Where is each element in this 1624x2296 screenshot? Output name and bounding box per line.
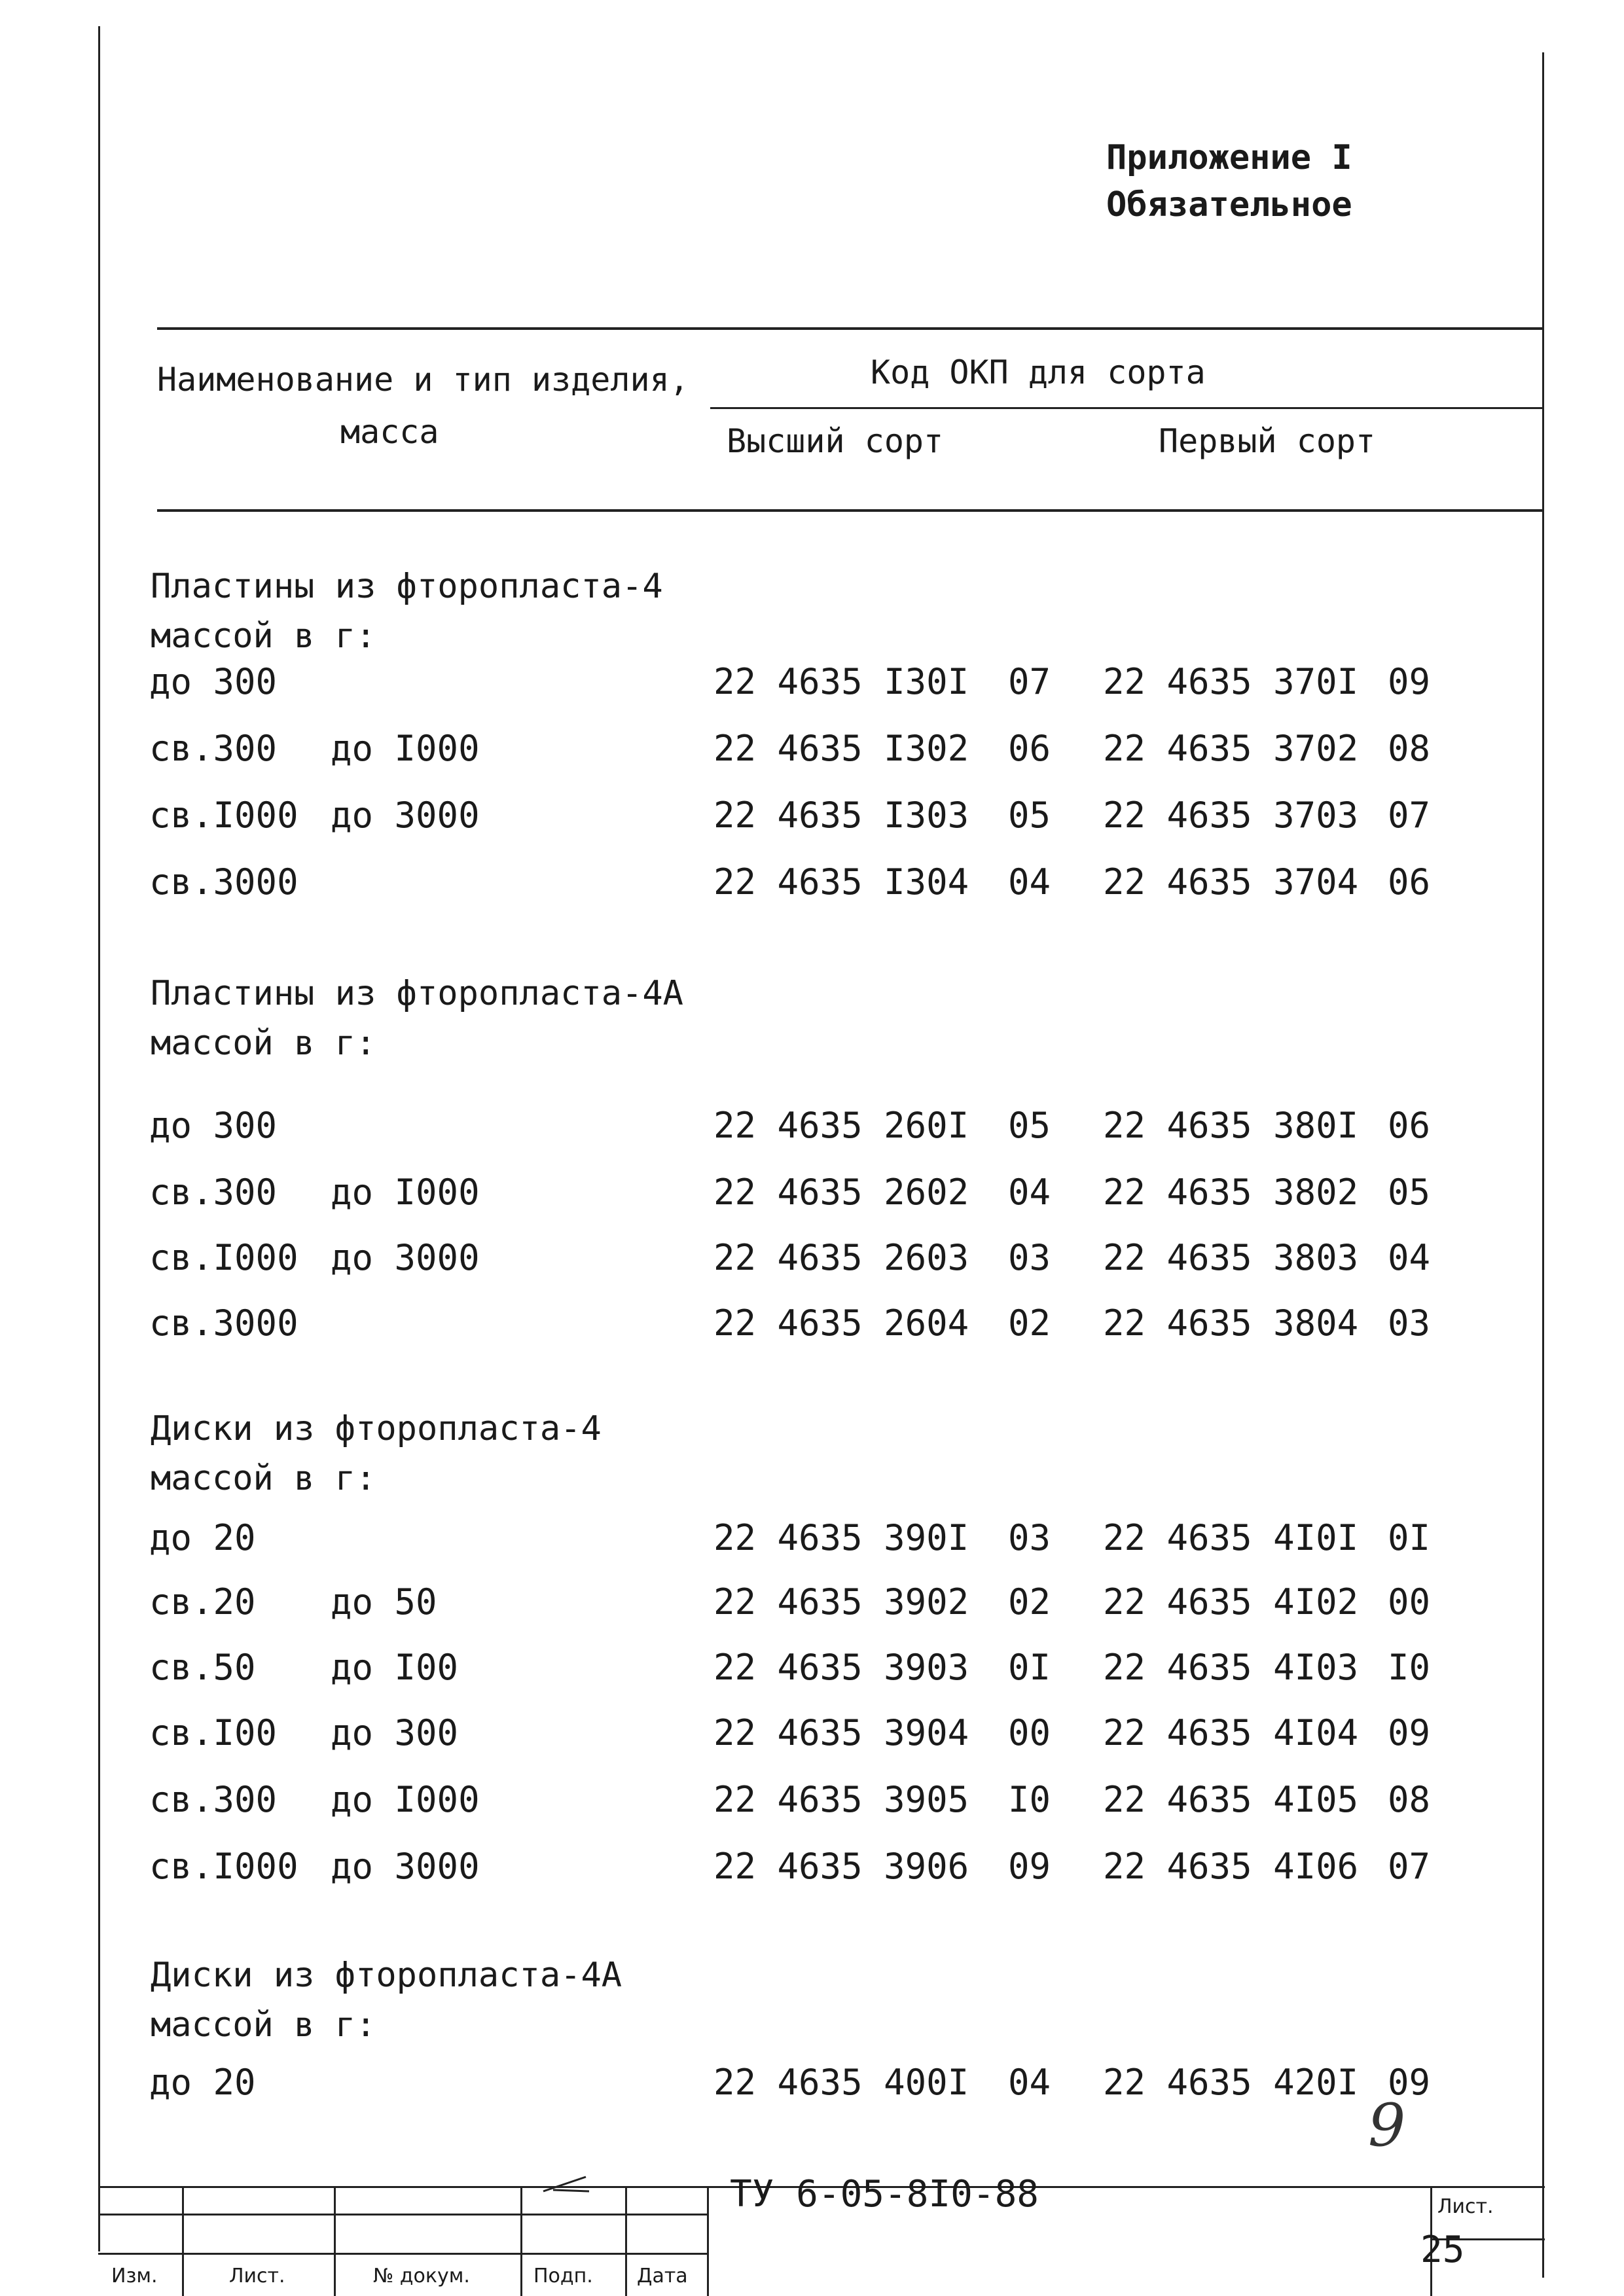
row-okp-first-grade: 22 4635 4I0I — [1103, 1517, 1359, 1558]
stamp-col-change: Изм. — [111, 2265, 158, 2287]
column-header-top-grade: Высший сорт — [727, 422, 944, 460]
row-okp-first-grade: 22 4635 3702 — [1103, 728, 1359, 769]
row-okp-top-grade: 22 4635 I304 — [713, 861, 969, 903]
document-code: ТУ 6-05-8I0-88 — [730, 2173, 1039, 2215]
row-mass-from: до 20 — [149, 2062, 256, 2103]
row-okp-top-grade: 22 4635 2604 — [713, 1302, 969, 1344]
handwritten-mark: 9 — [1368, 2091, 1406, 2160]
stamp-col-sheet: Лист. — [229, 2265, 285, 2287]
row-okp-top-grade: 22 4635 3902 — [713, 1581, 969, 1623]
row-okp-top-grade: 22 4635 3903 — [713, 1647, 969, 1688]
section-title — [151, 1404, 602, 1503]
row-mass-from: св.I000 — [149, 1846, 298, 1887]
row-okp-first-grade: 22 4635 4I02 — [1103, 1581, 1359, 1623]
appendix-heading — [1106, 134, 1352, 228]
sheet-number: 25 — [1420, 2229, 1465, 2271]
row-okp-top-grade: 22 4635 I303 — [713, 795, 969, 836]
row-mass-from: св.I000 — [149, 1237, 298, 1278]
title-block-divider — [625, 2186, 627, 2296]
row-check-top-grade: 03 — [1008, 1517, 1051, 1558]
stamp-col-doc-number: № докум. — [373, 2265, 470, 2287]
row-okp-first-grade: 22 4635 3704 — [1103, 861, 1359, 903]
row-mass-from: св.3000 — [149, 1302, 298, 1344]
row-mass-from: св.20 — [149, 1581, 256, 1623]
row-okp-top-grade: 22 4635 400I — [713, 2062, 969, 2103]
title-block-divider — [707, 2186, 709, 2296]
row-check-top-grade: 09 — [1008, 1846, 1051, 1887]
row-check-first-grade: 09 — [1388, 661, 1431, 702]
column-header-okp: Код ОКП для сорта — [871, 353, 1206, 391]
row-mass-to: до 3000 — [331, 795, 480, 836]
column-header-name-line2: масса — [340, 413, 439, 451]
row-mass-to: до I000 — [331, 1779, 480, 1820]
row-okp-top-grade: 22 4635 3905 — [713, 1779, 969, 1820]
row-check-top-grade: 04 — [1008, 1172, 1051, 1213]
row-mass-from: св.3000 — [149, 861, 298, 903]
row-okp-first-grade: 22 4635 380I — [1103, 1105, 1359, 1146]
row-check-first-grade: 00 — [1388, 1581, 1431, 1623]
row-check-top-grade: 02 — [1008, 1302, 1051, 1344]
row-okp-top-grade: 22 4635 2603 — [713, 1237, 969, 1278]
row-check-first-grade: 08 — [1388, 1779, 1431, 1820]
row-check-first-grade: I0 — [1388, 1647, 1431, 1688]
row-okp-first-grade: 22 4635 3803 — [1103, 1237, 1359, 1278]
row-mass-from: св.I00 — [149, 1712, 278, 1753]
row-check-top-grade: 02 — [1008, 1581, 1051, 1623]
row-check-top-grade: 04 — [1008, 2062, 1051, 2103]
row-okp-first-grade: 22 4635 420I — [1103, 2062, 1359, 2103]
title-block-rule-mid — [98, 2214, 707, 2215]
row-okp-top-grade: 22 4635 I302 — [713, 728, 969, 769]
row-check-top-grade: 03 — [1008, 1237, 1051, 1278]
row-mass-from: св.50 — [149, 1647, 256, 1688]
row-check-first-grade: 09 — [1388, 2062, 1431, 2103]
section-title-line2: массой в г: — [151, 2005, 376, 2045]
stamp-col-date: Дата — [637, 2265, 688, 2287]
table-top-rule — [157, 327, 1542, 330]
row-mass-to: до 300 — [331, 1712, 459, 1753]
row-check-top-grade: 04 — [1008, 861, 1051, 903]
row-okp-top-grade: 22 4635 3906 — [713, 1846, 969, 1887]
row-okp-top-grade: 22 4635 2602 — [713, 1172, 969, 1213]
row-check-top-grade: 06 — [1008, 728, 1051, 769]
row-check-first-grade: 03 — [1388, 1302, 1431, 1344]
row-mass-to: до I00 — [331, 1647, 459, 1688]
header-bottom-rule — [157, 509, 1542, 512]
row-mass-from: св.300 — [149, 1172, 278, 1213]
row-okp-first-grade: 22 4635 370I — [1103, 661, 1359, 702]
row-check-first-grade: 0I — [1388, 1517, 1431, 1558]
row-check-first-grade: 04 — [1388, 1237, 1431, 1278]
section-title-line2: массой в г: — [151, 617, 376, 656]
row-okp-top-grade: 22 4635 3904 — [713, 1712, 969, 1753]
right-frame-line — [1542, 52, 1544, 2278]
row-check-first-grade: 07 — [1388, 1846, 1431, 1887]
appendix-status: Обязательное — [1106, 185, 1352, 224]
row-mass-from: до 20 — [149, 1517, 256, 1558]
row-check-top-grade: 0I — [1008, 1647, 1051, 1688]
row-check-first-grade: 08 — [1388, 728, 1431, 769]
row-okp-first-grade: 22 4635 3703 — [1103, 795, 1359, 836]
row-check-first-grade: 09 — [1388, 1712, 1431, 1753]
title-block-divider — [520, 2186, 522, 2296]
section-title-line1: Пластины из фторопласта-4 — [151, 567, 663, 606]
row-check-top-grade: 05 — [1008, 795, 1051, 836]
row-okp-first-grade: 22 4635 4I05 — [1103, 1779, 1359, 1820]
row-okp-first-grade: 22 4635 3804 — [1103, 1302, 1359, 1344]
section-title — [151, 562, 663, 661]
row-okp-top-grade: 22 4635 260I — [713, 1105, 969, 1146]
section-title-line1: Диски из фторопласта-4А — [151, 1956, 623, 1995]
okp-sub-rule — [710, 407, 1542, 409]
row-mass-from: до 300 — [149, 1105, 278, 1146]
row-mass-from: св.300 — [149, 1779, 278, 1820]
section-title-line1: Пластины из фторопласта-4А — [151, 974, 683, 1013]
section-title — [151, 969, 683, 1068]
row-check-first-grade: 07 — [1388, 795, 1431, 836]
title-block-divider — [182, 2186, 184, 2296]
row-check-first-grade: 05 — [1388, 1172, 1431, 1213]
row-check-first-grade: 06 — [1388, 861, 1431, 903]
sheet-label: Лист. — [1437, 2195, 1494, 2218]
row-okp-first-grade: 22 4635 4I03 — [1103, 1647, 1359, 1688]
column-header-name-line1: Наименование и тип изделия, — [157, 361, 689, 399]
row-okp-top-grade: 22 4635 I30I — [713, 661, 969, 702]
section-title — [151, 1950, 622, 2050]
section-title-line2: массой в г: — [151, 1024, 376, 1063]
column-header-first-grade: Первый сорт — [1159, 422, 1376, 460]
row-mass-to: до 3000 — [331, 1846, 480, 1887]
column-header-name — [157, 353, 689, 458]
row-mass-to: до I000 — [331, 728, 480, 769]
section-title-line1: Диски из фторопласта-4 — [151, 1409, 602, 1448]
row-mass-from: св.300 — [149, 728, 278, 769]
row-okp-first-grade: 22 4635 4I06 — [1103, 1846, 1359, 1887]
stamp-col-signature: Подп. — [533, 2265, 593, 2287]
row-check-top-grade: I0 — [1008, 1779, 1051, 1820]
left-frame-line — [98, 26, 100, 2251]
row-okp-first-grade: 22 4635 4I04 — [1103, 1712, 1359, 1753]
row-check-top-grade: 05 — [1008, 1105, 1051, 1146]
title-block-rule-low — [98, 2253, 707, 2255]
row-mass-to: до 50 — [331, 1581, 437, 1623]
row-okp-top-grade: 22 4635 390I — [713, 1517, 969, 1558]
row-check-top-grade: 07 — [1008, 661, 1051, 702]
section-title-line2: массой в г: — [151, 1459, 376, 1498]
row-mass-to: до 3000 — [331, 1237, 480, 1278]
row-check-top-grade: 00 — [1008, 1712, 1051, 1753]
appendix-number: Приложение I — [1106, 138, 1352, 177]
row-check-first-grade: 06 — [1388, 1105, 1431, 1146]
title-block-divider — [334, 2186, 336, 2296]
row-mass-to: до I000 — [331, 1172, 480, 1213]
row-mass-from: св.I000 — [149, 795, 298, 836]
row-mass-from: до 300 — [149, 661, 278, 702]
row-okp-first-grade: 22 4635 3802 — [1103, 1172, 1359, 1213]
